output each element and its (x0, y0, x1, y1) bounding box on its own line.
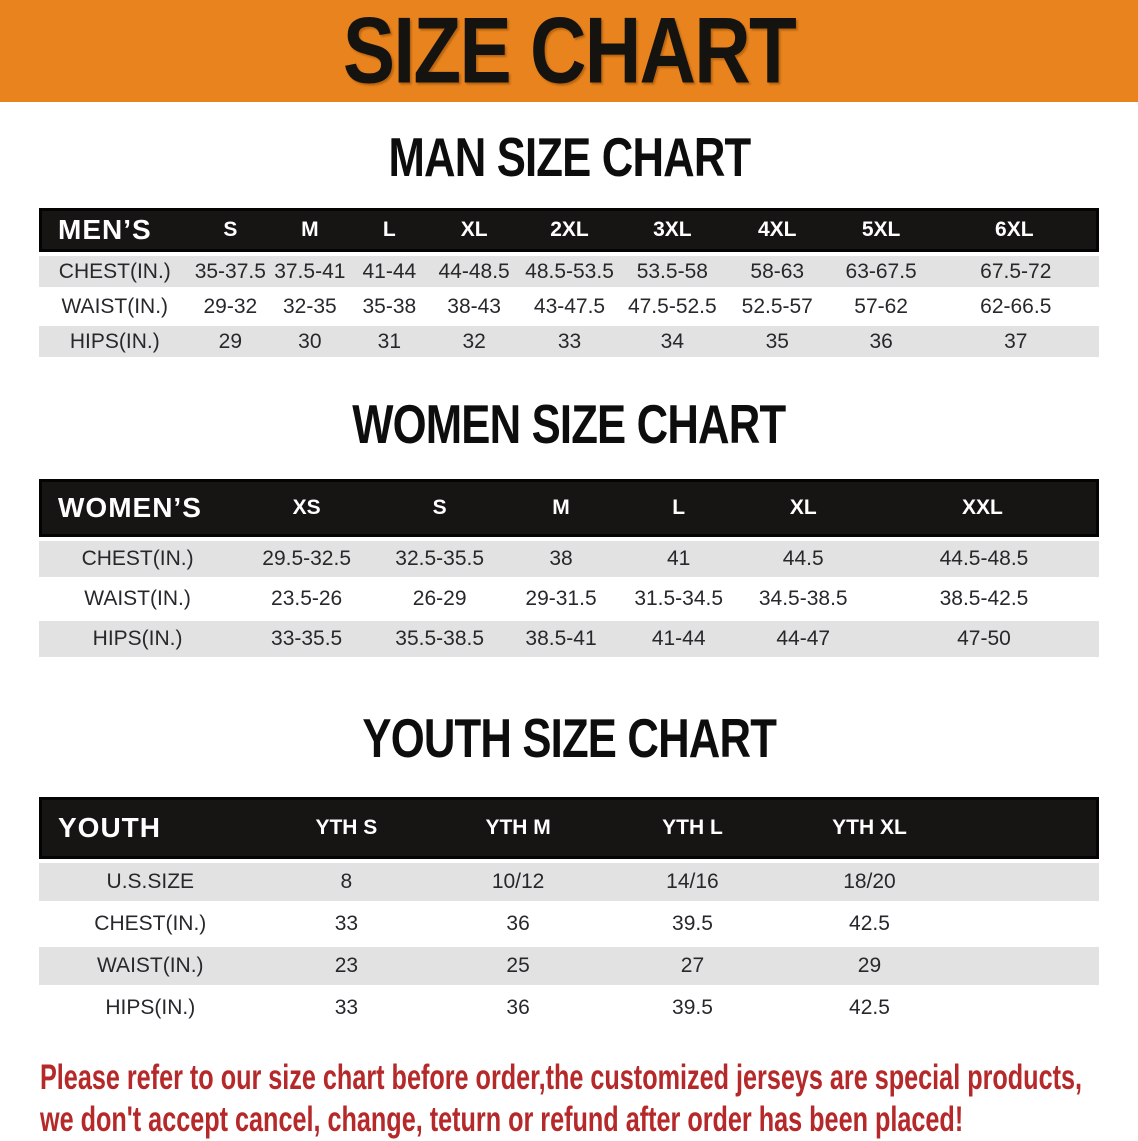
cell: 39.5 (605, 905, 780, 943)
youth-size-col: YTH L (605, 797, 780, 859)
cell: 41-44 (620, 621, 738, 657)
men-hips-row (39, 326, 1099, 357)
cell: 32.5-35.5 (377, 541, 502, 577)
women-size-col: XL (738, 479, 869, 537)
cell: 43-47.5 (519, 291, 620, 322)
cell: 30 (270, 326, 350, 357)
row-label: WAIST(IN.) (39, 581, 236, 617)
youth-chest-row (39, 905, 1099, 943)
men-header-row (39, 208, 1099, 252)
cell: 44.5-48.5 (869, 541, 1099, 577)
women-size-table (39, 475, 1099, 661)
cell: 33-35.5 (236, 621, 377, 657)
women-size-col: M (502, 479, 620, 537)
cell: 42.5 (780, 905, 959, 943)
cell: 38 (502, 541, 620, 577)
cell: 18/20 (780, 863, 959, 901)
cell: 14/16 (605, 863, 780, 901)
youth-hips-row (39, 989, 1099, 1027)
cell: 67.5-72 (933, 256, 1099, 287)
cell: 37.5-41 (270, 256, 350, 287)
spacer-cell (959, 863, 1099, 901)
spacer-cell (959, 947, 1099, 985)
cell: 41 (620, 541, 738, 577)
youth-table-title: YOUTH (39, 797, 262, 859)
cell: 44.5 (738, 541, 869, 577)
men-chest-row (39, 256, 1099, 287)
row-label: HIPS(IN.) (39, 989, 262, 1027)
women-size-col: XS (236, 479, 377, 537)
cell: 29 (780, 947, 959, 985)
banner-title: SIZE CHART (342, 0, 796, 103)
cell: 33 (262, 989, 432, 1027)
cell: 38-43 (429, 291, 519, 322)
cell: 41-44 (350, 256, 430, 287)
cell: 25 (431, 947, 605, 985)
row-label: WAIST(IN.) (39, 947, 262, 985)
cell: 33 (519, 326, 620, 357)
cell: 29 (191, 326, 271, 357)
men-size-col: 5XL (830, 208, 933, 252)
men-size-col: XL (429, 208, 519, 252)
men-section-heading (0, 128, 1138, 188)
cell: 23 (262, 947, 432, 985)
cell: 29-31.5 (502, 581, 620, 617)
cell: 62-66.5 (933, 291, 1099, 322)
cell: 33 (262, 905, 432, 943)
cell: 52.5-57 (725, 291, 830, 322)
row-label: CHEST(IN.) (39, 256, 191, 287)
cell: 63-67.5 (830, 256, 933, 287)
women-table-title: WOMEN’S (39, 479, 236, 537)
youth-heading-text: YOUTH SIZE CHART (362, 708, 776, 770)
youth-size-col: YTH XL (780, 797, 959, 859)
cell: 35-38 (350, 291, 430, 322)
cell: 35.5-38.5 (377, 621, 502, 657)
women-heading-text: WOMEN SIZE CHART (352, 394, 786, 456)
men-size-col: S (191, 208, 271, 252)
women-waist-row (39, 581, 1099, 617)
row-label: CHEST(IN.) (39, 905, 262, 943)
cell: 37 (933, 326, 1099, 357)
row-label: WAIST(IN.) (39, 291, 191, 322)
women-section-heading (0, 395, 1138, 455)
disclaimer-line-1: Please refer to our size chart before order,the customized jerseys are special products, (40, 1058, 1083, 1097)
disclaimer-line-2: we don't accept cancel, change, teturn or refund after order has been placed! (40, 1100, 964, 1139)
youth-header-row (39, 797, 1099, 859)
men-size-col: 3XL (620, 208, 725, 252)
cell: 31.5-34.5 (620, 581, 738, 617)
women-chest-row (39, 541, 1099, 577)
row-label: CHEST(IN.) (39, 541, 236, 577)
youth-ussize-row (39, 863, 1099, 901)
cell: 34 (620, 326, 725, 357)
youth-section-heading (0, 709, 1138, 769)
cell: 32 (429, 326, 519, 357)
disclaimer-note (40, 1057, 1138, 1141)
women-size-col: S (377, 479, 502, 537)
men-heading-text: MAN SIZE CHART (388, 127, 750, 189)
cell: 23.5-26 (236, 581, 377, 617)
cell: 10/12 (431, 863, 605, 901)
women-size-col: XXL (869, 479, 1099, 537)
cell: 38.5-42.5 (869, 581, 1099, 617)
spacer-cell (959, 905, 1099, 943)
youth-size-col: YTH S (262, 797, 432, 859)
men-table-title: MEN’S (39, 208, 191, 252)
cell: 36 (431, 989, 605, 1027)
cell: 47.5-52.5 (620, 291, 725, 322)
cell: 35-37.5 (191, 256, 271, 287)
women-hips-row (39, 621, 1099, 657)
cell: 31 (350, 326, 430, 357)
men-size-col: 6XL (933, 208, 1099, 252)
men-size-col: L (350, 208, 430, 252)
size-chart-banner (0, 0, 1138, 102)
cell: 29.5-32.5 (236, 541, 377, 577)
cell: 32-35 (270, 291, 350, 322)
men-waist-row (39, 291, 1099, 322)
youth-waist-row (39, 947, 1099, 985)
cell: 36 (830, 326, 933, 357)
cell: 47-50 (869, 621, 1099, 657)
cell: 36 (431, 905, 605, 943)
cell: 27 (605, 947, 780, 985)
header-spacer-cell (959, 797, 1099, 859)
cell: 44-48.5 (429, 256, 519, 287)
cell: 26-29 (377, 581, 502, 617)
cell: 53.5-58 (620, 256, 725, 287)
cell: 35 (725, 326, 830, 357)
cell: 57-62 (830, 291, 933, 322)
cell: 42.5 (780, 989, 959, 1027)
cell: 44-47 (738, 621, 869, 657)
cell: 38.5-41 (502, 621, 620, 657)
row-label: HIPS(IN.) (39, 621, 236, 657)
youth-size-table (39, 793, 1099, 1031)
women-size-col: L (620, 479, 738, 537)
row-label: HIPS(IN.) (39, 326, 191, 357)
cell: 29-32 (191, 291, 271, 322)
spacer-cell (959, 989, 1099, 1027)
cell: 39.5 (605, 989, 780, 1027)
youth-size-col: YTH M (431, 797, 605, 859)
men-size-col: 4XL (725, 208, 830, 252)
cell: 48.5-53.5 (519, 256, 620, 287)
row-label: U.S.SIZE (39, 863, 262, 901)
men-size-table (39, 204, 1099, 361)
cell: 8 (262, 863, 432, 901)
women-header-row (39, 479, 1099, 537)
men-size-col: M (270, 208, 350, 252)
men-size-col: 2XL (519, 208, 620, 252)
cell: 34.5-38.5 (738, 581, 869, 617)
cell: 58-63 (725, 256, 830, 287)
